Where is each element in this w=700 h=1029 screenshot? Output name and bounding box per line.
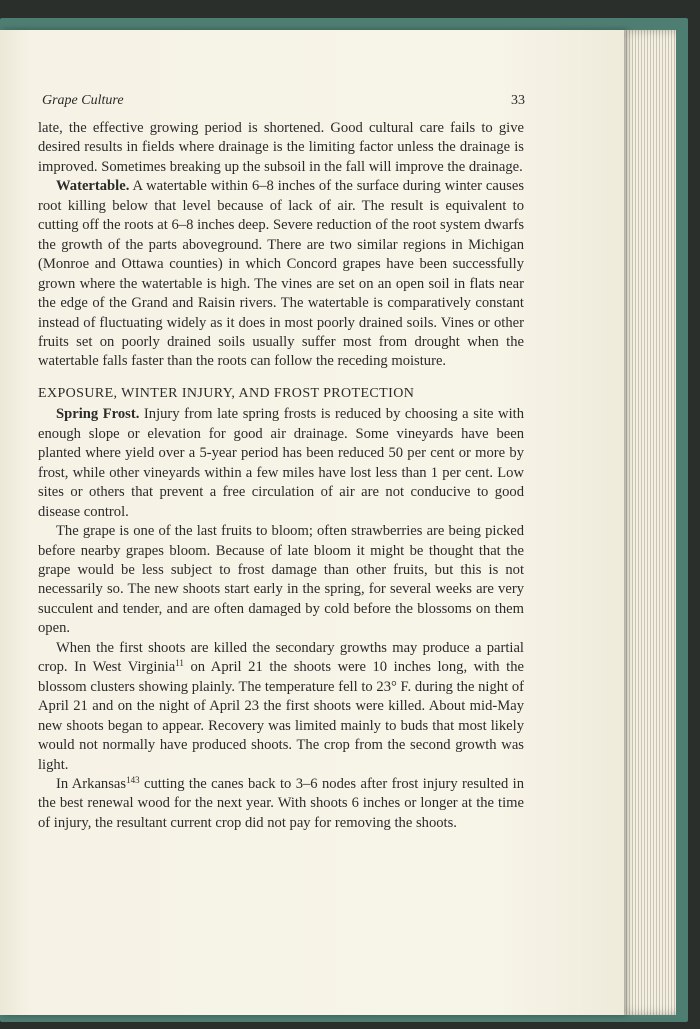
paragraph-text: Injury from late spring frosts is reduced by choosing a site with enough slope or elevation for good air drainage. Some vineyards have been planted where yield over a 5-year period has been reduced 50 per cent or more by frost, while other vineyards within a few miles have lost less than 1 per cent. Low sites or others that prevent a free circulation of air are not conducive to good disease control. — [38, 406, 524, 520]
paragraph-text: cutting the canes back to 3–6 nodes after frost injury resulted in the best renewal wood for the next year. With shoots 6 inches or longer at the time of injury, the resultant current crop did not pay for removing the shoots. — [38, 775, 524, 831]
running-head-title: Grape Culture — [42, 93, 124, 108]
paragraph-watertable — [38, 177, 524, 372]
paragraph-spring-frost — [38, 405, 524, 522]
paragraph: The grape is one of the last fruits to bloom; often strawberries are being picked before nearby grapes bloom. Because of late bloom it might be thought that the grape would be less subject to frost damage than other fruits, but this is not necessarily so. The new shoots start early in the spring, for several weeks are very succulent and tender, and are often damaged by cold before the blossoms on them open. — [38, 523, 524, 637]
body-text — [38, 119, 524, 833]
paragraph-text: When the first shoots are killed the secondary growths may produce a partial crop. In West Virginia — [38, 639, 524, 676]
paragraph-west-virginia — [38, 639, 524, 775]
paragraph-text: A watertable within 6–8 inches of the surface during winter causes root killing below that level because of lack of air. The result is equivalent to cutting off the roots at 6–8 inches deep. Severe reduction of the root system dwarfs the growth of the parts aboveground. There are two similar regions in Michigan (Monroe and Ottawa counties) in which Concord grapes have been successfully grown where the watertable is high. The vines are set on an open soil in flats near the edge of the Grand and Raisin rivers. The watertable is comparatively constant instead of fluctuating widely as it does in most poorly drained soils. Vines or other fruits set on poorly drained soils usually suffer most from drought when the watertable falls faster than the roots can follow the receding moisture. — [38, 178, 524, 370]
run-in-heading: Spring Frost. — [56, 406, 140, 423]
run-in-heading: Watertable. — [56, 178, 130, 195]
running-head — [42, 93, 525, 109]
paragraph-text: In Arkansas — [56, 775, 127, 792]
paragraph: late, the effective growing period is shortened. Good cultural care fails to give desired results in fields where drainage is the limiting factor unless the drainage is improved. Sometimes breaking up the subsoil in the fall will improve the drainage. — [38, 120, 524, 175]
footnote-ref: 11 — [175, 658, 184, 669]
page-number: 33 — [511, 93, 525, 108]
section-heading: EXPOSURE, WINTER INJURY, AND FROST PROTECTION — [38, 385, 415, 401]
footnote-ref: 143 — [126, 774, 140, 785]
paragraph-arkansas — [38, 775, 524, 833]
paragraph-text: on April 21 the shoots were 10 inches long, with the blossom clusters showing plainly. The temperature fell to 23° F. during the night of April 21 and on the night of April 23 the first shoots were killed. About mid-May new shoots began to appear. Recovery was limited mainly to buds that most likely would not normally have produced shoots. The crop from the second growth was light. — [38, 659, 524, 773]
